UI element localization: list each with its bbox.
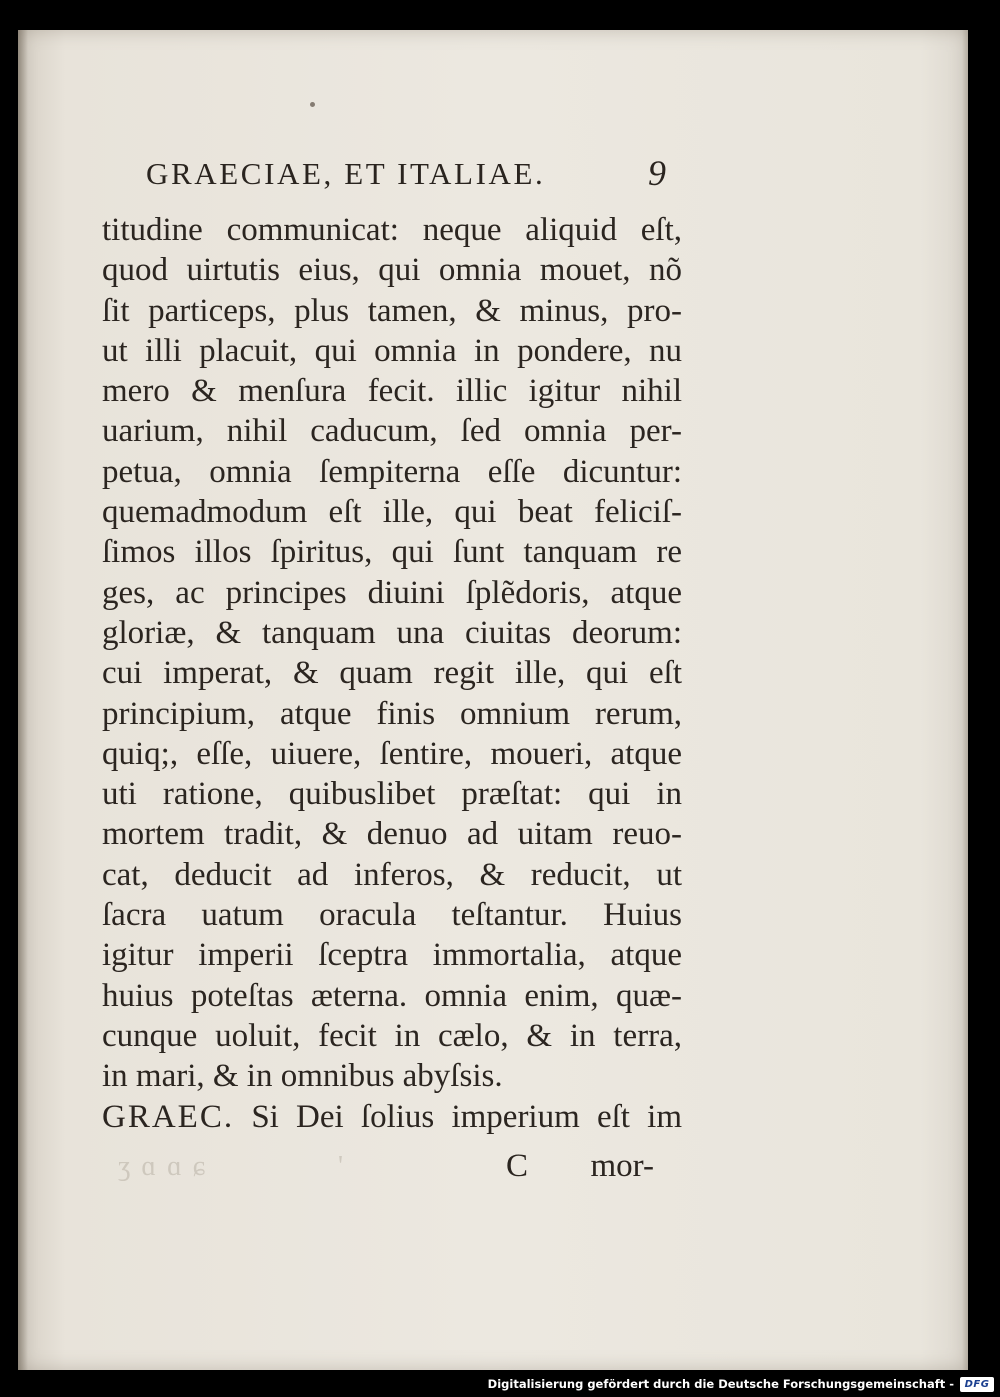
text-line: principium, atque finis omnium rerum, [102,695,682,732]
body-text [102,210,682,1137]
text-line: cunque uoluit, fecit in cælo, & in terra, [102,1017,682,1054]
text-line: ut illi placuit, qui omnia in pondere, nu [102,332,682,369]
signature-row [102,1148,682,1192]
text-line: ges, ac principes diuini ſplẽdoris, atque [102,574,682,611]
ink-speck [310,102,315,107]
text-line: igitur imperii ſceptra immortalia, atque [102,937,682,974]
text-line: mortem tradit, & denuo ad uitam reuo- [102,816,682,853]
text-line: ſacra uatum oracula teſtantur. Huius [102,897,682,934]
text-line: ſit particeps, plus tamen, & minus, pro- [102,292,682,329]
text-line: quemadmodum eſt ille, qui beat feliciſ- [102,494,682,531]
text-line: quod uirtutis eius, qui omnia mouet, nõ [102,252,682,289]
speaker-label: GRAEC. [102,1098,235,1135]
text-line: uarium, nihil caducum, ſed omnia per- [102,413,682,450]
running-title: GRAECIAE, ET ITALIAE. [146,156,546,191]
text-line: uti ratione, quibuslibet præſtat: qui in [102,776,682,813]
show-through-mark: ʒ ɑ ɑ ɕ [118,1151,208,1182]
speaker-line [102,1097,682,1137]
page-edge [962,30,968,1370]
signature-mark: C [506,1148,529,1184]
page-number: 9 [648,153,666,193]
text-line: quiq;, eſſe, uiuere, ſentire, moueri, atque [102,735,682,772]
gutter-shadow [18,30,28,1370]
text-line: ſimos illos ſpiritus, qui ſunt tanquam re [102,534,682,571]
catchword: mor- [590,1148,654,1184]
text-line: cat, deducit ad inferos, & reducit, ut [102,856,682,893]
text-line: in mari, & in omnibus abyſsis. [102,1058,503,1095]
book-page [18,30,968,1370]
text-line: cui imperat, & quam regit ille, qui eſt [102,655,682,692]
show-through-mark: ' [338,1151,344,1182]
text-line: titudine communicat: neque aliquid eſt, [102,212,682,248]
text-line: petua, omnia ſempiterna eſſe dicuntur: [102,453,682,490]
text-line: huius poteſtas æterna. omnia enim, quæ- [102,977,682,1014]
digitization-credit: Digitalisierung gefördert durch die Deutsche Forschungsgemeinschaft - [487,1377,954,1391]
running-head [146,152,666,196]
text-line: mero & menſura fecit. illic igitur nihil [102,373,682,410]
speaker-text: Si Dei ſolius imperium eſt im [251,1098,683,1135]
dfg-logo: DFG [960,1377,994,1392]
text-line: gloriæ, & tanquam una ciuitas deorum: [102,614,682,651]
